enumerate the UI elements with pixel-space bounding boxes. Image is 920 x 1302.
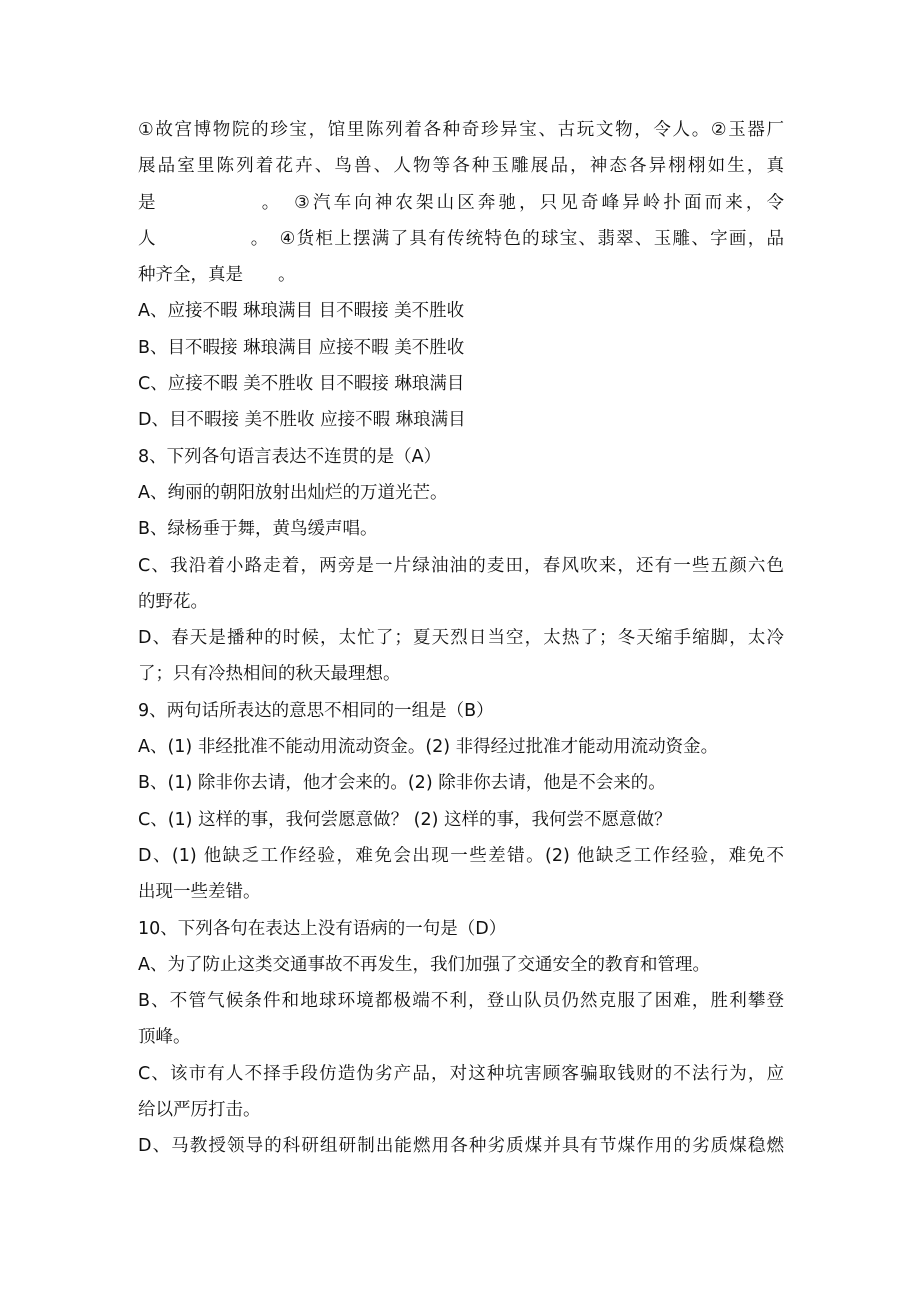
text-line: 的野花。 (138, 591, 208, 612)
text-line: A、(1) 非经批准不能动用流动资金。(2) 非得经过批准才能动用流动资金。 (138, 737, 719, 758)
text-line: A、为了防止这类交通事故不再发生，我们加强了交通安全的教育和管理。 (138, 954, 710, 975)
text-line: D、春天是播种的时候，太忙了；夏天烈日当空，太热了；冬天缩手缩脚，太冷 (138, 628, 784, 649)
text-line: 给以严厉打击。 (138, 1100, 261, 1121)
text-line: B、(1) 除非你去请，他才会来的。(2) 除非你去请，他是不会来的。 (138, 773, 666, 794)
text-line: C、应接不暇 美不胜收 目不暇接 琳琅满目 (138, 374, 465, 395)
text-line: 出现一些差错。 (138, 882, 261, 903)
text-line: 人 。 ④货柜上摆满了具有传统特色的球宝、翡翠、玉雕、字画，品 (138, 228, 784, 249)
text-line: 是 。 ③汽车向神农架山区奔驰，只见奇峰异岭扑面而来，令 (138, 192, 784, 213)
text-line: 8、下列各句语言表达不连贯的是（A） (138, 446, 442, 467)
text-line: C、该市有人不择手段仿造伪劣产品，对这种坑害顾客骗取钱财的不法行为，应 (138, 1063, 784, 1084)
text-line: B、不管气候条件和地球环境都极端不利，登山队员仍然克服了困难，胜利攀登 (138, 991, 784, 1012)
text-line: 了；只有冷热相间的秋天最理想。 (138, 664, 401, 685)
text-line: 9、两句话所表达的意思不相同的一组是（B） (138, 700, 494, 721)
text-line: D、马教授领导的科研组研制出能燃用各种劣质煤并具有节煤作用的劣质煤稳燃 (138, 1136, 784, 1157)
document-body (138, 112, 784, 1165)
text-line: 种齐全，真是 。 (138, 265, 296, 286)
text-line: C、我沿着小路走着，两旁是一片绿油油的麦田，春风吹来，还有一些五颜六色 (138, 555, 784, 576)
text-line: 展品室里陈列着花卉、鸟兽、人物等各种玉雕展品，神态各异栩栩如生，真 (138, 156, 784, 177)
text-line: 10、下列各句在表达上没有语病的一句是（D） (138, 918, 507, 939)
text-line: A、应接不暇 琳琅满目 目不暇接 美不胜收 (138, 301, 465, 322)
text-line: C、(1) 这样的事，我何尝愿意做？ (2) 这样的事，我何尝不愿意做？ (138, 809, 672, 830)
text-line: B、绿杨垂于舞，黄鸟缓声唱。 (138, 519, 378, 540)
text-line: D、目不暇接 美不胜收 应接不暇 琳琅满目 (138, 410, 466, 431)
text-line: D、(1) 他缺乏工作经验，难免会出现一些差错。(2) 他缺乏工作经验，难免不 (138, 845, 784, 866)
text-line: 顶峰。 (138, 1027, 191, 1048)
text-line: A、绚丽的朝阳放射出灿烂的万道光芒。 (138, 482, 448, 503)
text-line: B、目不暇接 琳琅满目 应接不暇 美不胜收 (138, 337, 465, 358)
text-line: ①故宫博物院的珍宝，馆里陈列着各种奇珍异宝、古玩文物，令人。②玉器厂 (138, 120, 784, 140)
